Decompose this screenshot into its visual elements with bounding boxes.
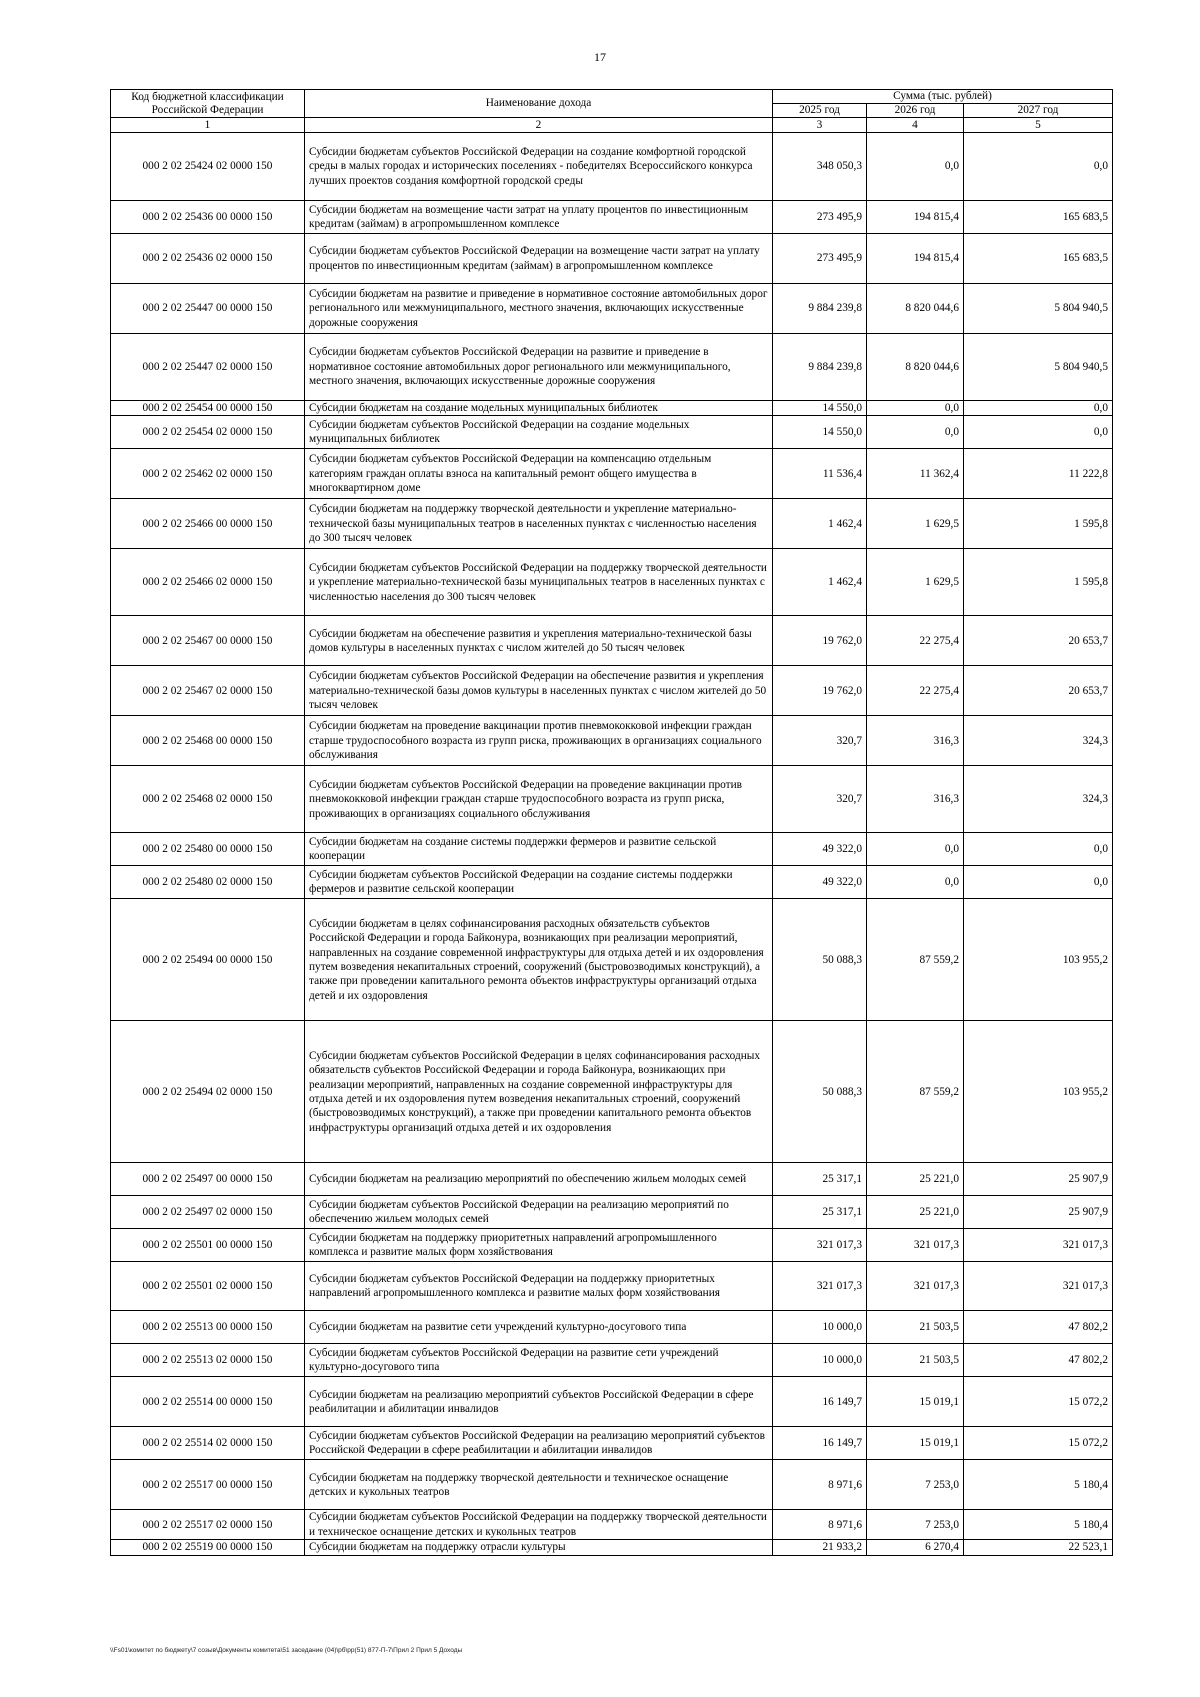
cell-name: Субсидии бюджетам на возмещение части затрат на уплату процентов по инвестиционным кредитам (займам) в агропромышленном комплексе [305, 201, 773, 234]
table-row [111, 899, 1113, 1021]
header-code: Код бюджетной классификации Российской Федерации [111, 90, 305, 118]
cell-2027: 20 653,7 [964, 666, 1113, 716]
cell-name: Субсидии бюджетам субъектов Российской Федерации на поддержку творческой деятельности и техническое оснащение детских и кукольных театров [305, 1510, 773, 1540]
cell-2025: 1 462,4 [773, 499, 867, 549]
cell-2026: 87 559,2 [867, 899, 964, 1021]
cell-2025: 14 550,0 [773, 401, 867, 416]
table-row [111, 833, 1113, 866]
cell-code: 000 2 02 25468 02 0000 150 [111, 766, 305, 833]
table-row [111, 1163, 1113, 1196]
cell-name: Субсидии бюджетам субъектов Российской Федерации на проведение вакцинации против пневмококковой инфекции граждан старше трудоспособного возраста из групп риска, проживающих в организациях социального обслуживания [305, 766, 773, 833]
cell-2027: 0,0 [964, 416, 1113, 449]
table-row [111, 334, 1113, 401]
header-sum: Сумма (тыс. рублей) [773, 90, 1113, 104]
cell-code: 000 2 02 25494 02 0000 150 [111, 1021, 305, 1163]
cell-2027: 22 523,1 [964, 1540, 1113, 1555]
cell-2027: 25 907,9 [964, 1163, 1113, 1196]
cell-code: 000 2 02 25514 00 0000 150 [111, 1377, 305, 1427]
cell-code: 000 2 02 25454 02 0000 150 [111, 416, 305, 449]
cell-code: 000 2 02 25497 02 0000 150 [111, 1196, 305, 1229]
cell-2025: 11 536,4 [773, 449, 867, 499]
cell-2027: 5 804 940,5 [964, 284, 1113, 334]
cell-name: Субсидии бюджетам на развитие сети учреждений культурно-досугового типа [305, 1311, 773, 1344]
cell-2027: 15 072,2 [964, 1377, 1113, 1427]
cell-code: 000 2 02 25513 00 0000 150 [111, 1311, 305, 1344]
cell-2027: 0,0 [964, 133, 1113, 201]
cell-code: 000 2 02 25517 02 0000 150 [111, 1510, 305, 1540]
cell-code: 000 2 02 25514 02 0000 150 [111, 1427, 305, 1460]
cell-2027: 1 595,8 [964, 499, 1113, 549]
cell-name: Субсидии бюджетам на поддержку творческой деятельности и укрепление материально-технической базы муниципальных театров в населенных пунктах с численностью населения до 300 тысяч человек [305, 499, 773, 549]
table-row [111, 499, 1113, 549]
cell-2025: 348 050,3 [773, 133, 867, 201]
cell-code: 000 2 02 25466 02 0000 150 [111, 549, 305, 616]
table-row [111, 1021, 1113, 1163]
cell-2026: 25 221,0 [867, 1196, 964, 1229]
cell-name: Субсидии бюджетам субъектов Российской Федерации на реализацию мероприятий субъектов Российской Федерации в сфере реабилитации и абилитации инвалидов [305, 1427, 773, 1460]
cell-code: 000 2 02 25454 00 0000 150 [111, 401, 305, 416]
table-row [111, 1460, 1113, 1510]
cell-2026: 321 017,3 [867, 1229, 964, 1262]
table-row [111, 866, 1113, 899]
cell-2025: 321 017,3 [773, 1262, 867, 1311]
table-row [111, 201, 1113, 234]
cell-2025: 21 933,2 [773, 1540, 867, 1555]
cell-2027: 321 017,3 [964, 1262, 1113, 1311]
table-row [111, 1427, 1113, 1460]
table-row [111, 133, 1113, 201]
table-row [111, 401, 1113, 416]
cell-name: Субсидии бюджетам субъектов Российской Федерации на компенсацию отдельным категориям граждан оплаты взноса на капитальный ремонт общего имущества в многоквартирном доме [305, 449, 773, 499]
cell-code: 000 2 02 25501 02 0000 150 [111, 1262, 305, 1311]
cell-name: Субсидии бюджетам субъектов Российской Федерации в целях софинансирования расходных обязательств субъектов Российской Федерации и города Байконура, возникающих при реализации мероприятий, направленных на создание современной инфраструктуры для отдыха детей и их оздоровления путем возведения некапитальных строений, сооружений (быстровозводимых конструкций), а также при проведении капитального ремонта объектов инфраструктуры организаций отдыха детей и их оздоровления [305, 1021, 773, 1163]
col-number-4: 4 [867, 118, 964, 133]
revenue-table [110, 89, 1113, 1556]
cell-2025: 8 971,6 [773, 1460, 867, 1510]
cell-2027: 5 180,4 [964, 1510, 1113, 1540]
cell-2026: 8 820 044,6 [867, 284, 964, 334]
cell-2026: 0,0 [867, 866, 964, 899]
cell-name: Субсидии бюджетам на развитие и приведение в нормативное состояние автомобильных дорог регионального или межмуниципального, местного значения, включающих искусственные дорожные сооружения [305, 284, 773, 334]
cell-2026: 0,0 [867, 401, 964, 416]
cell-name: Субсидии бюджетам на реализацию мероприятий субъектов Российской Федерации в сфере реабилитации и абилитации инвалидов [305, 1377, 773, 1427]
table-row [111, 1311, 1113, 1344]
cell-code: 000 2 02 25494 00 0000 150 [111, 899, 305, 1021]
cell-2025: 320,7 [773, 716, 867, 766]
cell-2027: 321 017,3 [964, 1229, 1113, 1262]
table-row [111, 1262, 1113, 1311]
col-number-1: 1 [111, 118, 305, 133]
cell-2027: 324,3 [964, 766, 1113, 833]
cell-code: 000 2 02 25447 00 0000 150 [111, 284, 305, 334]
cell-code: 000 2 02 25513 02 0000 150 [111, 1344, 305, 1377]
table-row [111, 1196, 1113, 1229]
table-row [111, 1540, 1113, 1555]
cell-2025: 50 088,3 [773, 899, 867, 1021]
cell-2027: 5 804 940,5 [964, 334, 1113, 401]
cell-2025: 49 322,0 [773, 866, 867, 899]
cell-2025: 49 322,0 [773, 833, 867, 866]
cell-2025: 16 149,7 [773, 1377, 867, 1427]
cell-code: 000 2 02 25436 02 0000 150 [111, 234, 305, 284]
cell-2025: 10 000,0 [773, 1311, 867, 1344]
cell-2026: 1 629,5 [867, 549, 964, 616]
cell-name: Субсидии бюджетам субъектов Российской Федерации на поддержку приоритетных направлений агропромышленного комплекса и развитие малых форм хозяйствования [305, 1262, 773, 1311]
header-year-2025: 2025 год [773, 104, 867, 118]
table-row [111, 416, 1113, 449]
cell-name: Субсидии бюджетам в целях софинансирования расходных обязательств субъектов Российской Федерации и города Байконура, возникающих при реализации мероприятий, направленных на создание современной инфраструктуры для отдыха детей и их оздоровления путем возведения некапитальных строений, сооружений (быстровозводимых конструкций), а также при проведении капитального ремонта объектов инфраструктуры организаций отдыха детей и их оздоровления [305, 899, 773, 1021]
cell-name: Субсидии бюджетам на создание системы поддержки фермеров и развитие сельской кооперации [305, 833, 773, 866]
table-row [111, 716, 1113, 766]
cell-2027: 25 907,9 [964, 1196, 1113, 1229]
cell-code: 000 2 02 25466 00 0000 150 [111, 499, 305, 549]
cell-2026: 15 019,1 [867, 1377, 964, 1427]
cell-code: 000 2 02 25468 00 0000 150 [111, 716, 305, 766]
col-number-3: 3 [773, 118, 867, 133]
cell-name: Субсидии бюджетам субъектов Российской Федерации на создание комфортной городской среды в малых городах и исторических поселениях - победителях Всероссийского конкурса лучших проектов создания комфортной городской среды [305, 133, 773, 201]
cell-name: Субсидии бюджетам субъектов Российской Федерации на развитие и приведение в нормативное состояние автомобильных дорог регионального или межмуниципального, местного значения, включающих искусственные дорожные сооружения [305, 334, 773, 401]
cell-2026: 8 820 044,6 [867, 334, 964, 401]
cell-2026: 21 503,5 [867, 1344, 964, 1377]
cell-2025: 8 971,6 [773, 1510, 867, 1540]
table-row [111, 616, 1113, 666]
cell-2026: 21 503,5 [867, 1311, 964, 1344]
table-row [111, 449, 1113, 499]
cell-2027: 165 683,5 [964, 201, 1113, 234]
col-number-2: 2 [305, 118, 773, 133]
table-row [111, 1229, 1113, 1262]
cell-2025: 321 017,3 [773, 1229, 867, 1262]
cell-2026: 0,0 [867, 133, 964, 201]
cell-name: Субсидии бюджетам субъектов Российской Федерации на возмещение части затрат на уплату процентов по инвестиционным кредитам (займам) в агропромышленном комплексе [305, 234, 773, 284]
cell-code: 000 2 02 25501 00 0000 150 [111, 1229, 305, 1262]
cell-2025: 10 000,0 [773, 1344, 867, 1377]
table-row [111, 1377, 1113, 1427]
header-year-2026: 2026 год [867, 104, 964, 118]
cell-2027: 47 802,2 [964, 1344, 1113, 1377]
table-row [111, 1510, 1113, 1540]
cell-name: Субсидии бюджетам на проведение вакцинации против пневмококковой инфекции граждан старше трудоспособного возраста из групп риска, проживающих в организациях социального обслуживания [305, 716, 773, 766]
cell-2026: 87 559,2 [867, 1021, 964, 1163]
cell-2026: 11 362,4 [867, 449, 964, 499]
cell-2026: 15 019,1 [867, 1427, 964, 1460]
col-number-5: 5 [964, 118, 1113, 133]
table-row [111, 234, 1113, 284]
cell-name: Субсидии бюджетам на поддержку творческой деятельности и техническое оснащение детских и кукольных театров [305, 1460, 773, 1510]
cell-2027: 1 595,8 [964, 549, 1113, 616]
footer-file-path: \\Fs01\комитет по бюджету\7 созыв\Документы комитета\51 заседание (04)\рб\рр(51) 877-П-7\Прил 2 Прил 5 Доходы [110, 1647, 463, 1654]
cell-code: 000 2 02 25467 02 0000 150 [111, 666, 305, 716]
cell-code: 000 2 02 25497 00 0000 150 [111, 1163, 305, 1196]
cell-name: Субсидии бюджетам субъектов Российской Федерации на обеспечение развития и укрепления материально-технической базы домов культуры в населенных пунктах с числом жителей до 50 тысяч человек [305, 666, 773, 716]
cell-2027: 324,3 [964, 716, 1113, 766]
table-row [111, 284, 1113, 334]
cell-2026: 0,0 [867, 416, 964, 449]
cell-code: 000 2 02 25517 00 0000 150 [111, 1460, 305, 1510]
cell-name: Субсидии бюджетам на создание модельных муниципальных библиотек [305, 401, 773, 416]
cell-code: 000 2 02 25424 02 0000 150 [111, 133, 305, 201]
table-row [111, 766, 1113, 833]
cell-name: Субсидии бюджетам на поддержку отрасли культуры [305, 1540, 773, 1555]
cell-2026: 316,3 [867, 766, 964, 833]
cell-code: 000 2 02 25447 02 0000 150 [111, 334, 305, 401]
cell-2026: 194 815,4 [867, 201, 964, 234]
cell-2025: 16 149,7 [773, 1427, 867, 1460]
cell-2025: 9 884 239,8 [773, 334, 867, 401]
cell-2027: 5 180,4 [964, 1460, 1113, 1510]
cell-name: Субсидии бюджетам субъектов Российской Федерации на реализацию мероприятий по обеспечению жильем молодых семей [305, 1196, 773, 1229]
cell-2026: 7 253,0 [867, 1460, 964, 1510]
cell-2025: 273 495,9 [773, 234, 867, 284]
cell-2025: 9 884 239,8 [773, 284, 867, 334]
cell-2026: 321 017,3 [867, 1262, 964, 1311]
cell-2025: 25 317,1 [773, 1196, 867, 1229]
cell-2027: 103 955,2 [964, 1021, 1113, 1163]
cell-2026: 22 275,4 [867, 666, 964, 716]
cell-name: Субсидии бюджетам на реализацию мероприятий по обеспечению жильем молодых семей [305, 1163, 773, 1196]
cell-2026: 6 270,4 [867, 1540, 964, 1555]
cell-name: Субсидии бюджетам субъектов Российской Федерации на создание модельных муниципальных библиотек [305, 416, 773, 449]
cell-code: 000 2 02 25467 00 0000 150 [111, 616, 305, 666]
table-row [111, 666, 1113, 716]
cell-name: Субсидии бюджетам субъектов Российской Федерации на развитие сети учреждений культурно-досугового типа [305, 1344, 773, 1377]
cell-2026: 7 253,0 [867, 1510, 964, 1540]
cell-2026: 0,0 [867, 833, 964, 866]
cell-code: 000 2 02 25436 00 0000 150 [111, 201, 305, 234]
cell-2025: 320,7 [773, 766, 867, 833]
cell-code: 000 2 02 25462 02 0000 150 [111, 449, 305, 499]
cell-code: 000 2 02 25480 02 0000 150 [111, 866, 305, 899]
cell-2026: 1 629,5 [867, 499, 964, 549]
table-body [111, 133, 1113, 1556]
table-row [111, 1344, 1113, 1377]
cell-2025: 273 495,9 [773, 201, 867, 234]
cell-name: Субсидии бюджетам на обеспечение развития и укрепления материально-технической базы домов культуры в населенных пунктах с числом жителей до 50 тысяч человек [305, 616, 773, 666]
cell-2025: 19 762,0 [773, 616, 867, 666]
table-row [111, 549, 1113, 616]
cell-2027: 20 653,7 [964, 616, 1113, 666]
cell-2026: 22 275,4 [867, 616, 964, 666]
cell-2027: 47 802,2 [964, 1311, 1113, 1344]
page-number: 17 [594, 50, 606, 64]
cell-2025: 14 550,0 [773, 416, 867, 449]
cell-2025: 50 088,3 [773, 1021, 867, 1163]
cell-2025: 25 317,1 [773, 1163, 867, 1196]
cell-2027: 15 072,2 [964, 1427, 1113, 1460]
header-year-2027: 2027 год [964, 104, 1113, 118]
cell-code: 000 2 02 25519 00 0000 150 [111, 1540, 305, 1555]
cell-2026: 316,3 [867, 716, 964, 766]
cell-name: Субсидии бюджетам на поддержку приоритетных направлений агропромышленного комплекса и развитие малых форм хозяйствования [305, 1229, 773, 1262]
cell-name: Субсидии бюджетам субъектов Российской Федерации на поддержку творческой деятельности и укрепление материально-технической базы муниципальных театров в населенных пунктах с численностью населения до 300 тысяч человек [305, 549, 773, 616]
header-name: Наименование дохода [305, 90, 773, 118]
cell-2027: 0,0 [964, 833, 1113, 866]
cell-2027: 11 222,8 [964, 449, 1113, 499]
cell-2025: 19 762,0 [773, 666, 867, 716]
cell-2025: 1 462,4 [773, 549, 867, 616]
cell-2027: 103 955,2 [964, 899, 1113, 1021]
cell-2026: 25 221,0 [867, 1163, 964, 1196]
cell-2027: 165 683,5 [964, 234, 1113, 284]
cell-code: 000 2 02 25480 00 0000 150 [111, 833, 305, 866]
cell-2026: 194 815,4 [867, 234, 964, 284]
cell-name: Субсидии бюджетам субъектов Российской Федерации на создание системы поддержки фермеров и развитие сельской кооперации [305, 866, 773, 899]
cell-2027: 0,0 [964, 401, 1113, 416]
cell-2027: 0,0 [964, 866, 1113, 899]
